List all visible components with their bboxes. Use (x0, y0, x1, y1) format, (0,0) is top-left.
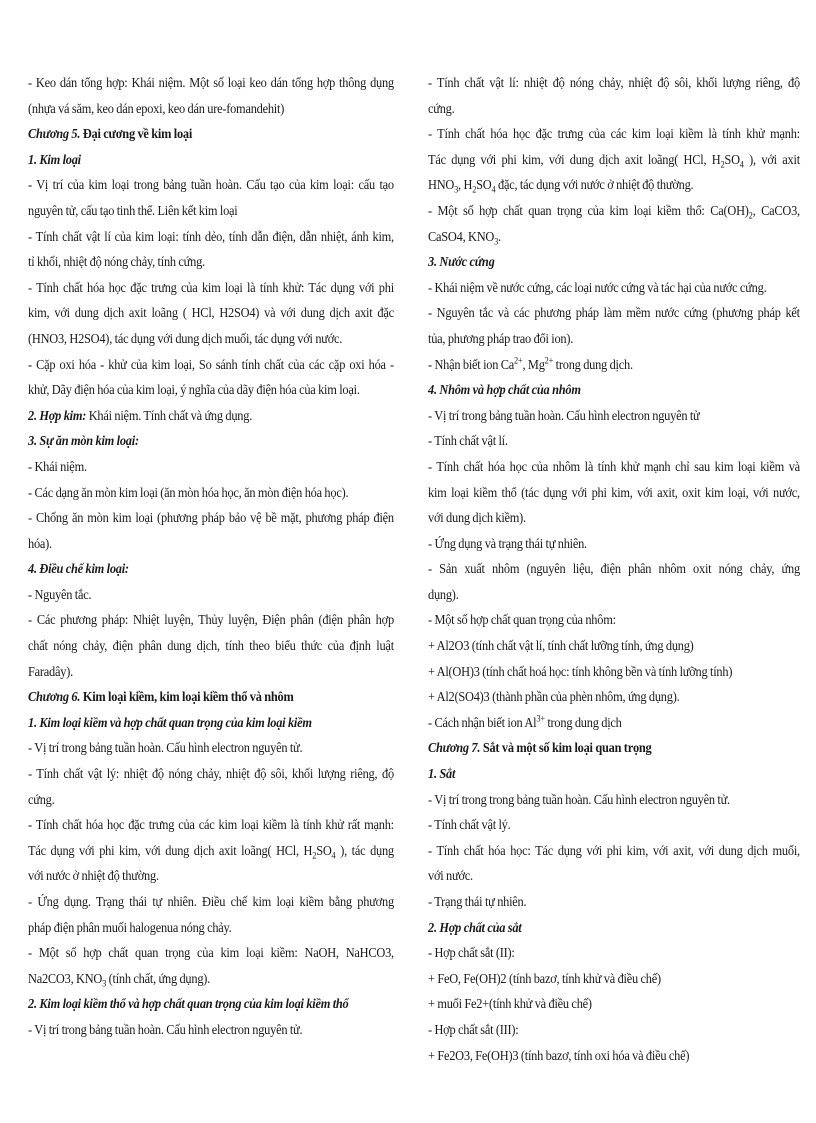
section-heading: 2. Hợp chất của sắt (428, 919, 522, 935)
text-line: - Tính chất vật lí của kim loại: tính dẻo, tính dẫn điện, dẫn nhiệt, ánh kim, (28, 228, 394, 244)
text-line: - Trạng thái tự nhiên. (428, 894, 527, 909)
section-heading: 1. Sắt (428, 766, 456, 782)
section-heading: 3. Sự ăn mòn kim loại: (28, 433, 139, 449)
text-run: ), với axit (743, 151, 800, 167)
text-run: trong dung dịch. (553, 356, 633, 372)
subscript: 2 (748, 210, 753, 221)
text-line: khử, Dãy điện hóa của kim loại, ý nghĩa của dãy điện hóa của kim loại. (28, 382, 360, 398)
text-run: CaSO4, KNO (428, 228, 495, 244)
subscript: 4 (739, 159, 744, 170)
text-line: tỉ khối, nhiệt độ nóng chảy, tính cứng. (28, 254, 205, 270)
text-line: hóa). (28, 535, 52, 551)
chapter-title: Sắt và một số kim loại quan trọng (480, 740, 652, 756)
text-run: - Cách nhận biết ion Al (428, 714, 537, 730)
text-line: với nước. (428, 868, 473, 884)
text-line: - Vị trí trong bảng tuần hoàn. Cấu hình electron nguyên tử. (28, 740, 303, 756)
text-line: - Sản xuất nhôm (nguyên liệu, điện phân nhôm oxit nóng chảy, ứng (428, 561, 800, 577)
text-line: - Keo dán tổng hợp: Khái niệm. Một số loại keo dán tổng hợp thông dụng (28, 75, 394, 90)
subscript: 4 (491, 185, 496, 196)
chapter-title: Đại cương về kim loại (80, 126, 193, 142)
text-line: - Tính chất vật lý: nhiệt độ nóng chảy, nhiệt độ sôi, khối lượng riêng, độ (28, 766, 394, 782)
subscript: 3 (454, 185, 459, 196)
text-line: - Vị trí của kim loại trong bảng tuần hoàn. Cấu tạo của kim loại: cấu tạo (28, 177, 394, 193)
chapter-number: Chương 5. (28, 126, 81, 142)
subscript: 2 (472, 185, 477, 196)
text-line: - Vị trí trong bảng tuần hoàn. Cấu hình electron nguyên tử. (28, 1021, 303, 1037)
text-line: - Một số hợp chất quan trọng của kim loại kiềm: NaOH, NaHCO3, (28, 945, 394, 961)
text-run: , Mg (522, 356, 545, 372)
text-line: - Ứng dụng. Trạng thái tự nhiên. Điều chế kim loại kiềm bằng phương (28, 894, 394, 909)
text-line: - Khái niệm. (28, 458, 87, 474)
text-line: + FeO, Fe(OH)2 (tính bazơ, tính khử và điều chế) (428, 970, 661, 986)
section-heading: 4. Điều chế kim loại: (28, 561, 129, 577)
text-run: Na2CO3, KNO (28, 970, 103, 986)
text-run: SO (316, 842, 332, 858)
text-line: - Ứng dụng và trạng thái tự nhiên. (428, 535, 587, 551)
text-line: + Fe2O3, Fe(OH)3 (tính bazơ, tính oxi hóa và điều chế) (428, 1047, 690, 1063)
text-line: - Một số hợp chất quan trọng của nhôm: (428, 612, 616, 628)
text-line: - Hợp chất sắt (III): (428, 1021, 519, 1037)
section-heading: 3. Nước cứng (428, 254, 495, 270)
text-run: ), tác dụng (335, 842, 394, 858)
text-line: + Al2(SO4)3 (thành phần của phèn nhôm, ứng dụng). (428, 689, 680, 705)
text-line: (HNO3, H2SO4), tác dụng với dung dịch muối, tác dụng với nước. (28, 330, 343, 346)
text-line: - Khái niệm về nước cứng, các loại nước cứng và tác hại của nước cứng. (428, 279, 767, 295)
text-line: + muối Fe2+(tính khử và điều chế) (428, 996, 592, 1012)
subscript: 2 (720, 159, 725, 170)
subscript: 4 (331, 850, 336, 861)
text-line: cứng. (28, 791, 55, 807)
chapter-number: Chương 6. (28, 689, 81, 705)
section-heading: 2. Kim loại kiềm thổ và hợp chất quan trọng của kim loại kiềm thổ (28, 996, 349, 1012)
text-run: (tính chất, ứng dụng). (106, 970, 211, 986)
subscript: 3 (494, 236, 499, 247)
text-run: SO (476, 177, 492, 193)
text-line: - Nguyên tắc và các phương pháp làm mềm nước cứng (phương pháp kết (428, 305, 800, 321)
text-line: tủa, phương pháp trao đổi ion). (428, 330, 574, 346)
text-line: - Tính chất hóa học đặc trưng của kim loại là tính khử: Tác dụng với phi (28, 279, 394, 295)
text-line: - Tính chất vật lý. (428, 817, 511, 833)
text-line: Faradây). (28, 663, 73, 679)
text-line: + Al2O3 (tính chất vật lí, tính chất lưỡng tính, ứng dụng) (428, 638, 694, 654)
text-line: - Vị trí trong bảng tuần hoàn. Cấu hình electron nguyên tử (428, 407, 700, 423)
section-heading: 2. Hợp kim: (28, 407, 87, 423)
text-line: + Al(OH)3 (tính chất hoá học: tính không bền và tính lưỡng tính) (428, 663, 733, 679)
text-run: , CaCO3, (752, 202, 800, 218)
text-line: kim, với dung dịch axit loãng ( HCl, H2SO4) và với dung dịch axit đặc (28, 305, 394, 321)
text-run: HNO (428, 177, 455, 193)
formula-line (28, 966, 394, 992)
left-column (28, 70, 394, 1043)
chapter-title: Kim loại kiềm, kim loại kiềm thổ và nhôm (80, 689, 294, 705)
text-line: - Tính chất vật lí. (428, 433, 508, 449)
formula-line (428, 224, 800, 250)
text-line: - Chống ăn mòn kim loại (phương pháp bảo vệ bề mặt, phương pháp điện (28, 510, 394, 526)
text-line: - Tính chất hóa học của nhôm là tính khử mạnh chỉ sau kim loại kiềm và (428, 458, 800, 474)
section-heading: 1. Kim loại (28, 151, 81, 167)
formula-line (428, 198, 800, 224)
chapter-heading (28, 121, 394, 147)
text-line: - Vị trí trong trong bảng tuần hoàn. Cấu hình electron nguyên tử. (428, 791, 730, 807)
text-line: với nước ở nhiệt độ thường. (28, 868, 159, 884)
text-line: chất nóng chảy, điện phân dung dịch, tính theo biểu thức của định luật (28, 638, 394, 654)
text-run: - Một số hợp chất quan trọng của kim loại kiềm thổ: Ca(OH) (428, 202, 749, 218)
formula-line (428, 147, 800, 173)
text-run: Khái niệm. Tính chất và ứng dụng. (86, 407, 253, 423)
text-line: - Tính chất hóa học đặc trưng của các kim loại kiềm là tính khử rất mạnh: (28, 817, 394, 833)
text-run: . (498, 228, 501, 244)
text-run: , H (458, 177, 473, 193)
superscript: 2+ (514, 355, 523, 366)
text-line: - Tính chất hóa học đặc trưng của các kim loại kiềm là tính khử mạnh: (428, 126, 800, 142)
formula-line (428, 352, 800, 378)
text-run: - Nhận biết ion Ca (428, 356, 515, 372)
text-line: - Tính chất vật lí: nhiệt độ nóng chảy, nhiệt độ sôi, khối lượng riêng, độ (428, 75, 800, 90)
formula-line (28, 838, 394, 864)
text-run: Tác dụng với phi kim, với dung dịch axit loãng( HCl, H (28, 842, 313, 858)
text-run: đặc, tác dụng với nước ở nhiệt độ thường. (495, 177, 694, 193)
section-heading: 1. Kim loại kiềm và hợp chất quan trọng của kim loại kiềm (28, 714, 312, 730)
section-heading: 4. Nhôm và hợp chất của nhôm (428, 382, 581, 398)
text-line: dụng). (428, 586, 459, 602)
section-heading-line (28, 403, 394, 429)
formula-line (428, 710, 800, 736)
chapter-number: Chương 7. (428, 740, 481, 756)
text-line: cứng. (428, 100, 455, 116)
subscript: 2 (312, 850, 317, 861)
text-line: - Các phương pháp: Nhiệt luyện, Thủy luyện, Điện phân (điện phân hợp (28, 612, 394, 628)
text-run: SO (724, 151, 740, 167)
text-line: nguyên tử, cấu tạo tinh thể. Liên kết kim loại (28, 202, 238, 218)
text-line: (nhựa vá săm, keo dán epoxi, keo dán ure-fomandehit) (28, 100, 285, 116)
right-column (428, 70, 800, 1068)
text-line: pháp điện phân muối halogenua nóng chảy. (28, 919, 232, 935)
text-line: - Tính chất hóa học: Tác dụng với phi kim, với axit, với dung dịch muối, (428, 842, 800, 858)
formula-line (428, 172, 800, 198)
text-run: trong dung dịch (544, 714, 622, 730)
subscript: 3 (102, 978, 107, 989)
text-line: kim loại kiềm thổ (tác dụng với phi kim, với axit, oxit kim loại, với nước, (428, 484, 800, 500)
superscript: 3+ (536, 713, 545, 724)
text-run: Tác dụng với phi kim, với dung dịch axit loãng( HCl, H (428, 151, 721, 167)
chapter-heading (428, 735, 800, 761)
chapter-heading (28, 684, 394, 710)
text-line: - Các dạng ăn mòn kim loại (ăn mòn hóa học, ăn mòn điện hóa học). (28, 484, 349, 500)
superscript: 2+ (544, 355, 554, 366)
text-line: với dung dịch kiềm). (428, 510, 526, 526)
text-line: - Hợp chất sắt (II): (428, 945, 515, 961)
text-line: - Cặp oxi hóa - khử của kim loại, So sánh tính chất của các cặp oxi hóa - (28, 356, 394, 372)
text-line: - Nguyên tắc. (28, 586, 92, 602)
